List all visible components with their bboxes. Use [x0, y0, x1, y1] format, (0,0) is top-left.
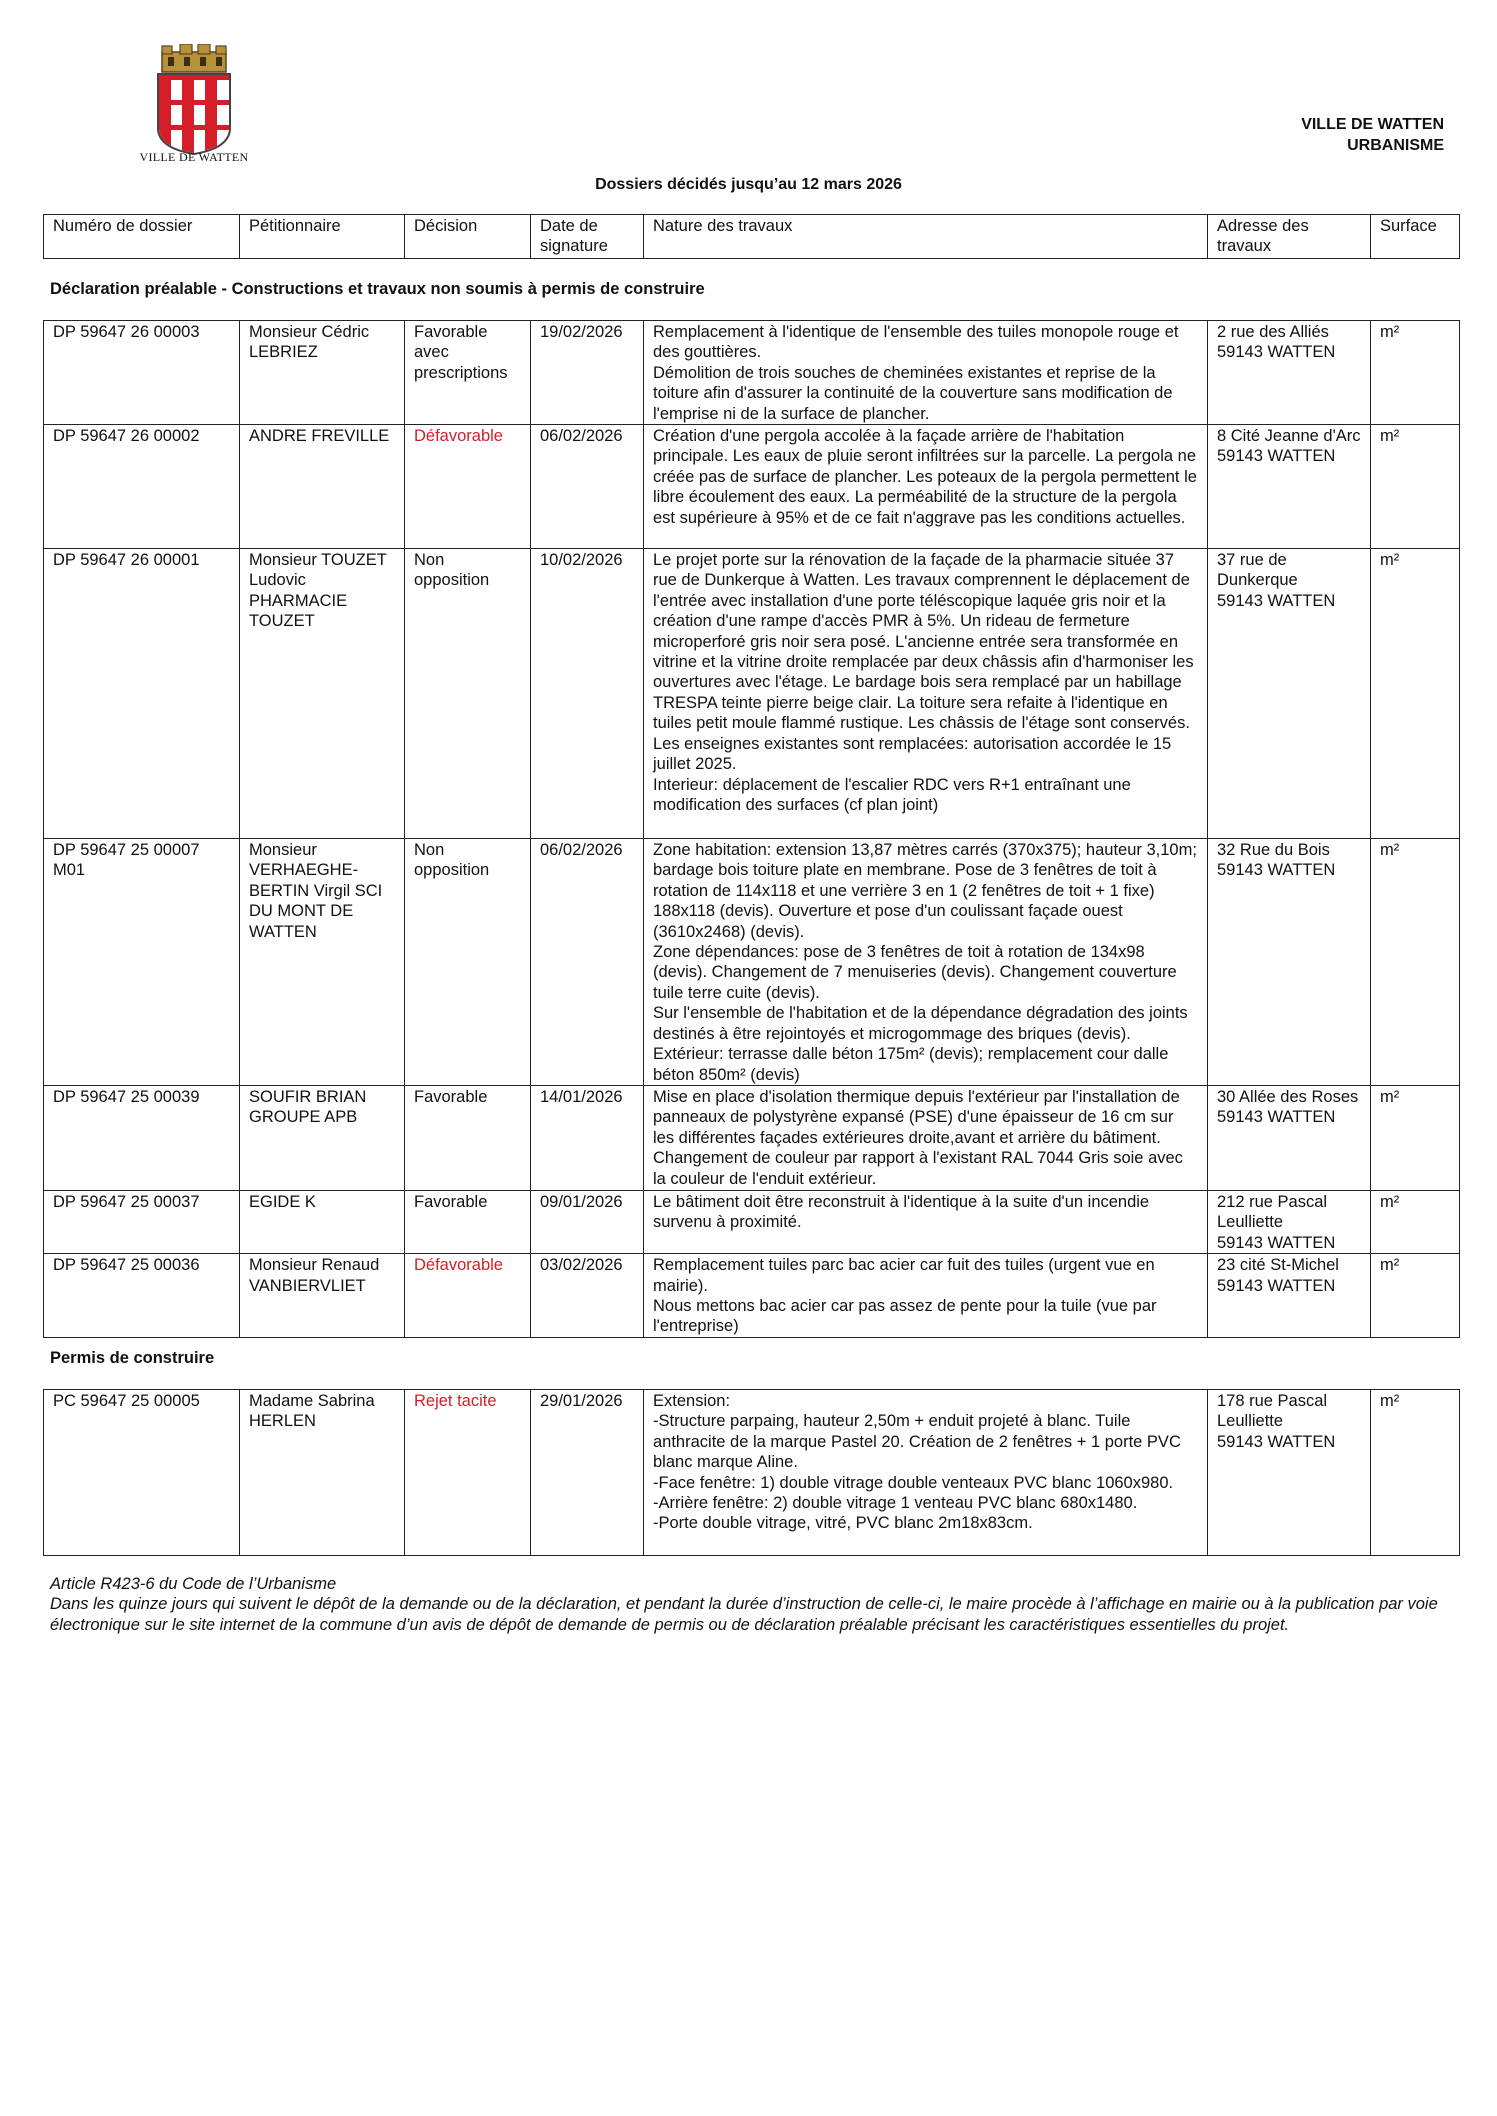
column-header-table: [43, 214, 1460, 259]
petitioner: ANDRE FREVILLE: [240, 425, 405, 549]
signature-date: 06/02/2026: [531, 425, 644, 549]
legal-article-note: [50, 1574, 1450, 1635]
article-text: Dans les quinze jours qui suivent le dépôt de la demande ou de la déclaration, et pendant la durée d’instruction de celle-ci, le maire procède à l’affichage en mairie ou à la publication par voie électronique sur le site internet de la commune d’un avis de dépôt de demande de permis ou de déclaration préalable précisant les caractéristiques essentielles du projet.: [50, 1595, 1438, 1634]
petitioner: Monsieur Renaud VANBIERVLIET: [240, 1254, 405, 1338]
surface: m²: [1371, 1191, 1460, 1254]
surface: m²: [1371, 1390, 1460, 1556]
dossier-number: DP 59647 26 00003: [44, 321, 240, 425]
petitioner: Monsieur TOUZET Ludovic PHARMACIE TOUZET: [240, 549, 405, 839]
petitioner: Monsieur Cédric LEBRIEZ: [240, 321, 405, 425]
column-header-row: [44, 215, 1460, 259]
document-title: Dossiers décidés jusqu’au 12 mars 2026: [595, 176, 902, 193]
decision: Favorable avec prescriptions: [405, 321, 531, 425]
column-header: Pétitionnaire: [240, 215, 405, 259]
column-header: Numéro de dossier: [44, 215, 240, 259]
table-row: [44, 549, 1460, 839]
works-address: 212 rue Pascal Leulliette 59143 WATTEN: [1208, 1191, 1371, 1254]
signature-date: 03/02/2026: [531, 1254, 644, 1338]
works-description: Remplacement tuiles parc bac acier car fuit des tuiles (urgent vue en mairie). Nous mettons bac acier car pas assez de pente pour la tuile (vue par l'entreprise): [644, 1254, 1208, 1338]
works-address: 23 cité St-Michel 59143 WATTEN: [1208, 1254, 1371, 1338]
decision: Favorable: [405, 1191, 531, 1254]
signature-date: 19/02/2026: [531, 321, 644, 425]
table-row: [44, 425, 1460, 549]
column-header: Date de signature: [531, 215, 644, 259]
dossier-number: DP 59647 26 00002: [44, 425, 240, 549]
table-row: [44, 1254, 1460, 1338]
logo-caption: VILLE DE WATTEN: [139, 150, 249, 164]
works-address: 32 Rue du Bois 59143 WATTEN: [1208, 839, 1371, 1086]
surface: m²: [1371, 549, 1460, 839]
works-address: 178 rue Pascal Leulliette 59143 WATTEN: [1208, 1390, 1371, 1556]
works-description: Zone habitation: extension 13,87 mètres carrés (370x375); hauteur 3,10m; bardage bois toiture plate en membrane. Pose de 3 fenêtres de toit à rotation de 114x118 et une verrière 3 en 1 (2 fenêtres de toit + 1 fixe) 188x118 (devis). Ouverture et pose d'un coulissant façade ouest (3610x2468) (devis). Zone dépendances: pose de 3 fenêtres de toit à rotation de 134x98 (devis). Changement de 7 menuiseries (devis). Changement couverture tuile terre cuite (devis). Sur l'ensemble de l'habitation et de la dépendance dégradation des joints destinés à être rejointoyés et microgommage des briques (devis). Extérieur: terrasse dalle béton 175m² (devis); remplacement cour dalle béton 850m² (devis): [644, 839, 1208, 1086]
decision: Non opposition: [405, 549, 531, 839]
dossier-number: DP 59647 25 00039: [44, 1086, 240, 1191]
mural-crown-icon: [162, 44, 226, 72]
petitioner: Monsieur VERHAEGHE-BERTIN Virgil SCI DU MONT DE WATTEN: [240, 839, 405, 1086]
decision: Rejet tacite: [405, 1390, 531, 1556]
dossier-number: DP 59647 26 00001: [44, 549, 240, 839]
decision: Non opposition: [405, 839, 531, 1086]
works-description: Remplacement à l'identique de l'ensemble des tuiles monopole rouge et des gouttières. Démolition de trois souches de cheminées existantes et reprise de la toiture afin d'assurer la continuité de la couverture sans modification de l'emprise ni de la surface de plancher.: [644, 321, 1208, 425]
article-title: Article R423-6 du Code de l’Urbanisme: [50, 1575, 337, 1593]
petitioner: EGIDE K: [240, 1191, 405, 1254]
city-name: VILLE DE WATTEN: [1301, 116, 1444, 133]
works-description: Le bâtiment doit être reconstruit à l'identique à la suite d'un incendie survenu à proximité.: [644, 1191, 1208, 1254]
table-row: [44, 321, 1460, 425]
signature-date: 09/01/2026: [531, 1191, 644, 1254]
works-description: Création d'une pergola accolée à la façade arrière de l'habitation principale. Les eaux de pluie seront infiltrées sur la parcelle. La pergola ne créée pas de surface de plancher. Les poteaux de la pergola permettent le libre écoulement des eaux. La perméabilité de la structure de la pergola est supérieure à 95% et de ce fait n'aggrave pas les conditions actuelles.: [644, 425, 1208, 549]
table-row: [44, 1086, 1460, 1191]
works-description: Mise en place d'isolation thermique depuis l'extérieur par l'installation de panneaux de polystyrène expansé (PSE) d'une épaisseur de 16 cm sur les différentes façades extérieures droite,avant et arrière du bâtiment. Changement de couleur par rapport à l'existant RAL 7044 Gris soie avec la couleur de l'enduit extérieur.: [644, 1086, 1208, 1191]
dossier-number: DP 59647 25 00037: [44, 1191, 240, 1254]
works-address: 8 Cité Jeanne d'Arc 59143 WATTEN: [1208, 425, 1371, 549]
surface: m²: [1371, 1254, 1460, 1338]
column-header: Décision: [405, 215, 531, 259]
works-description: Extension: -Structure parpaing, hauteur 2,50m + enduit projeté à blanc. Tuile anthracite de la marque Pastel 20. Création de 2 fenêtres + 1 porte PVC blanc marque Aline. -Face fenêtre: 1) double vitrage double venteaux PVC blanc 1060x980. -Arrière fenêtre: 2) double vitrage 1 venteau PVC blanc 680x1480. -Porte double vitrage, vitré, PVC blanc 2m18x83cm.: [644, 1390, 1208, 1556]
signature-date: 06/02/2026: [531, 839, 644, 1086]
issuing-office: [1301, 114, 1444, 156]
shield-icon: [158, 74, 230, 155]
permis-de-construire-table: [43, 1389, 1460, 1556]
table-row: [44, 1390, 1460, 1556]
decision: Défavorable: [405, 1254, 531, 1338]
signature-date: 14/01/2026: [531, 1086, 644, 1191]
surface: m²: [1371, 321, 1460, 425]
dossier-number: DP 59647 25 00036: [44, 1254, 240, 1338]
works-address: 37 rue de Dunkerque 59143 WATTEN: [1208, 549, 1371, 839]
declaration-prealable-rows: [44, 321, 1460, 1338]
petitioner: SOUFIR BRIAN GROUPE APB: [240, 1086, 405, 1191]
column-header: Adresse des travaux: [1208, 215, 1371, 259]
column-header: Nature des travaux: [644, 215, 1208, 259]
section-title-declaration-prealable: Déclaration préalable - Constructions et travaux non soumis à permis de construire: [50, 280, 705, 298]
dossier-number: DP 59647 25 00007 M01: [44, 839, 240, 1086]
signature-date: 29/01/2026: [531, 1390, 644, 1556]
declaration-prealable-table: [43, 320, 1460, 1338]
table-row: [44, 839, 1460, 1086]
surface: m²: [1371, 839, 1460, 1086]
surface: m²: [1371, 1086, 1460, 1191]
table-row: [44, 1191, 1460, 1254]
petitioner: Madame Sabrina HERLEN: [240, 1390, 405, 1556]
works-description: Le projet porte sur la rénovation de la façade de la pharmacie située 37 rue de Dunkerque à Watten. Les travaux comprennent le déplacement de l'entrée avec installation d'une porte téléscopique laquée gris noir et la création d'une rampe d'accès PMR à 5%. Un rideau de fermeture microperforé gris noir sera posé. L'ancienne entrée sera transformée en vitrine et la vitrine droite remplacée par deux châssis afin d'harmoniser les ouvertures avec l'étage. Le bardage bois sera remplacé par un habillage TRESPA teinte pierre beige clair. La toiture sera refaite à l'identique en tuiles petit moule flammé rustique. Les châssis de l'étage sont conservés. Les enseignes existantes sont remplacées: autorisation accordée le 15 juillet 2025. Interieur: déplacement de l'escalier RDC vers R+1 entraînant une modification des surfaces (cf plan joint): [644, 549, 1208, 839]
decision: Favorable: [405, 1086, 531, 1191]
works-address: 30 Allée des Roses 59143 WATTEN: [1208, 1086, 1371, 1191]
signature-date: 10/02/2026: [531, 549, 644, 839]
decision: Défavorable: [405, 425, 531, 549]
permis-de-construire-rows: [44, 1390, 1460, 1556]
department-name: URBANISME: [1347, 137, 1444, 154]
section-title-permis-de-construire: Permis de construire: [50, 1349, 215, 1367]
surface: m²: [1371, 425, 1460, 549]
dossier-number: PC 59647 25 00005: [44, 1390, 240, 1556]
works-address: 2 rue des Alliés 59143 WATTEN: [1208, 321, 1371, 425]
column-header: Surface: [1371, 215, 1460, 259]
